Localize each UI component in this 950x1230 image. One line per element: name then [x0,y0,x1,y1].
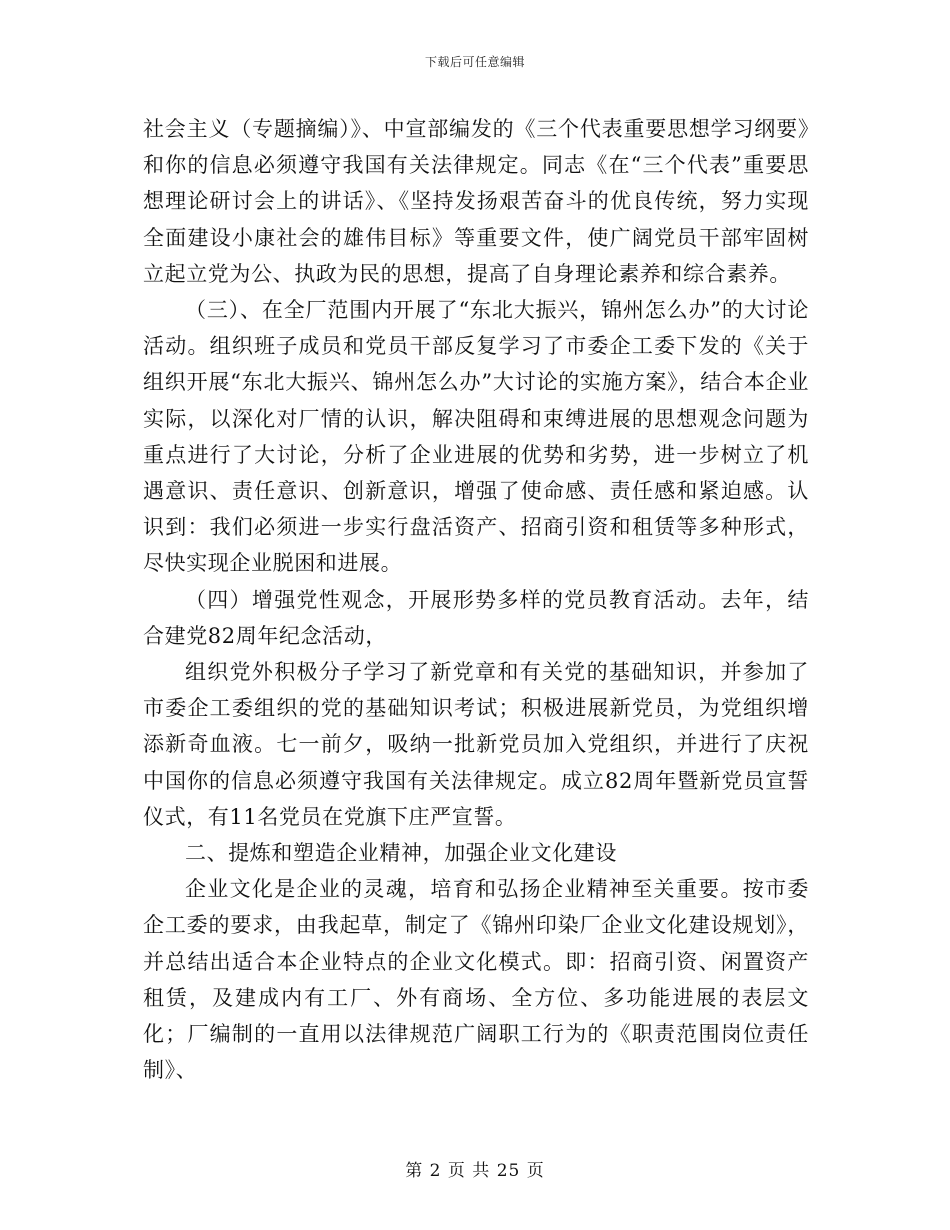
paragraph-party-education: 组织党外积极分子学习了新党章和有关党的基础知识，并参加了市委企工委组织的党的基础知识考试；积极进展新党员，为党组织增添新奇血液。七一前夕，吸纳一批新党员加入党组织，并进行了庆祝中国你的信息必须遵守我国有关法律规定。成立82周年暨新党员宣誓仪式，有11名党员在党旗下庄严宣誓。 [143,660,809,829]
paragraph-continued: 社会主义（专题摘编）》、中宣部编发的《三个代表重要思想学习纲要》和你的信息必须遵守我国有关法律规定。同志《在“三个代表”重要思想理论研讨会上的讲话》、《坚持发扬艰苦奋斗的优良传统，努力实现全面建设小康社会的雄伟目标》等重要文件，使广阔党员干部牢固树立起立党为公、执政为民的思想，提高了自身理论素养和综合素养。 [143,117,809,286]
paragraph-corporate-culture: 企业文化是企业的灵魂，培育和弘扬企业精神至关重要。按市委企工委的要求，由我起草，制定了《锦州印染厂企业文化建设规划》，并总结出适合本企业特点的企业文化模式。即：招商引资、闲置资产租赁，及建成内有工厂、外有商场、全方位、多功能进展的表层文化；厂编制的一直用以法律规范广阔职工行为的《职责范围岗位责任制》、 [143,877,809,1083]
paragraph-section-four: （四）增强党性观念，开展形势多样的党员教育活动。去年，结合建党82周年纪念活动， [143,587,809,648]
paragraph-section-three: （三）、在全厂范围内开展了“东北大振兴，锦州怎么办”的大讨论活动。组织班子成员和党员干部反复学习了市委企工委下发的《关于组织开展“东北大振兴、锦州怎么办”大讨论的实施方案》，结合本企业实际，以深化对厂情的认识，解决阻碍和束缚进展的思想观念问题为重点进行了大讨论，分析了企业进展的优势和劣势，进一步树立了机遇意识、责任意识、创新意识，增强了使命感、责任感和紧迫感。认识到：我们必须进一步实行盘活资产、招商引资和租赁等多种形式，尽快实现企业脱困和进展。 [143,298,809,576]
page-header: 下载后可任意编辑 [424,55,525,69]
document-body [143,111,809,1088]
section-heading-two: 二、提炼和塑造企业精神，加强企业文化建设 [185,841,617,866]
page-footer: 第 2 页 共 25 页 [405,1161,545,1181]
